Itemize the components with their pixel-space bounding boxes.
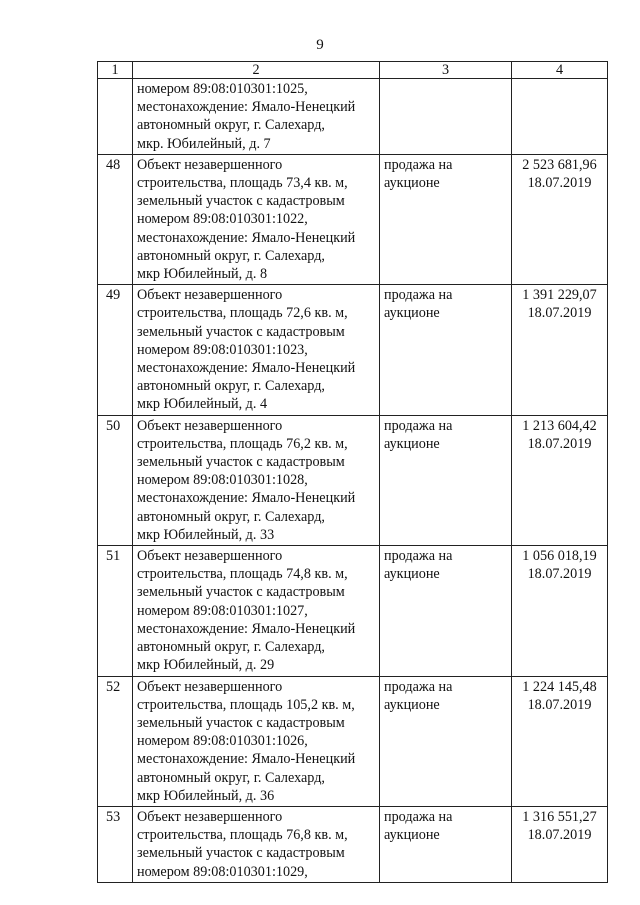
object-description-line: земельный участок с кадастровым xyxy=(137,584,345,601)
object-description-line: строительства, площадь 74,8 кв. м, xyxy=(137,566,348,583)
object-description xyxy=(133,154,380,284)
object-description-line: номером 89:08:010301:1026, xyxy=(137,733,308,750)
object-description-line: земельный участок с кадастровым xyxy=(137,845,345,862)
object-description-line: мкр Юбилейный, д. 36 xyxy=(137,787,275,804)
sale-method-line: продажа на xyxy=(384,156,453,173)
object-description-line: номером 89:08:010301:1027, xyxy=(137,602,308,619)
price-and-date xyxy=(512,154,608,284)
object-description-line: Объект незавершенного xyxy=(137,548,283,565)
row-number xyxy=(98,79,133,155)
table-row xyxy=(98,676,608,806)
object-description xyxy=(133,546,380,676)
object-description-line: местонахождение: Ямало-Ненецкий xyxy=(137,360,356,377)
object-description-line: строительства, площадь 72,6 кв. м, xyxy=(137,305,348,322)
sale-method xyxy=(380,79,512,155)
row-number: 53 xyxy=(98,806,133,882)
object-description-line: Объект незавершенного xyxy=(137,678,283,695)
sale-method xyxy=(380,415,512,545)
sale-method xyxy=(380,806,512,882)
sale-method-line: аукционе xyxy=(384,696,440,713)
sale-method-line: аукционе xyxy=(384,566,440,583)
price-and-date xyxy=(512,546,608,676)
object-description-line: земельный участок с кадастровым xyxy=(137,714,345,731)
object-description-line: земельный участок с кадастровым xyxy=(137,454,345,471)
price-and-date xyxy=(512,415,608,545)
table-row xyxy=(98,285,608,415)
object-description-line: мкр Юбилейный, д. 4 xyxy=(137,396,268,413)
table-body xyxy=(98,62,608,883)
object-description-line: земельный участок с кадастровым xyxy=(137,323,345,340)
price-and-date-line: 18.07.2019 xyxy=(527,566,592,583)
row-number: 48 xyxy=(98,154,133,284)
object-description-line: мкр Юбилейный, д. 29 xyxy=(137,657,275,674)
sale-method-line: аукционе xyxy=(384,175,440,192)
object-description-line: местонахождение: Ямало-Ненецкий xyxy=(137,99,356,116)
column-header-2: 2 xyxy=(133,62,380,79)
property-table xyxy=(97,61,608,883)
price-and-date-line: 1 213 604,42 xyxy=(522,417,597,434)
object-description-line: строительства, площадь 73,4 кв. м, xyxy=(137,175,348,192)
object-description-line: местонахождение: Ямало-Ненецкий xyxy=(137,229,356,246)
object-description-line: мкр Юбилейный, д. 33 xyxy=(137,526,275,543)
object-description xyxy=(133,806,380,882)
object-description-line: строительства, площадь 105,2 кв. м, xyxy=(137,696,355,713)
object-description-line: местонахождение: Ямало-Ненецкий xyxy=(137,490,356,507)
sale-method xyxy=(380,546,512,676)
price-and-date-line: 18.07.2019 xyxy=(527,827,592,844)
sale-method-line: продажа на xyxy=(384,808,453,825)
object-description-line: местонахождение: Ямало-Ненецкий xyxy=(137,751,356,768)
object-description-line: номером 89:08:010301:1022, xyxy=(137,211,308,228)
price-and-date-line: 18.07.2019 xyxy=(527,435,592,452)
price-and-date-line: 1 224 145,48 xyxy=(522,678,597,695)
object-description-line: местонахождение: Ямало-Ненецкий xyxy=(137,620,356,637)
price-and-date-line: 18.07.2019 xyxy=(527,175,592,192)
price-and-date xyxy=(512,806,608,882)
object-description-line: Объект незавершенного xyxy=(137,808,283,825)
sale-method xyxy=(380,676,512,806)
object-description xyxy=(133,676,380,806)
price-and-date-line: 18.07.2019 xyxy=(527,696,592,713)
column-header-1: 1 xyxy=(98,62,133,79)
page-number: 9 xyxy=(316,37,324,53)
sale-method-line: аукционе xyxy=(384,435,440,452)
price-and-date-line: 18.07.2019 xyxy=(527,305,592,322)
row-number: 50 xyxy=(98,415,133,545)
object-description-line: Объект незавершенного xyxy=(137,417,283,434)
object-description-line: Объект незавершенного xyxy=(137,156,283,173)
sale-method xyxy=(380,285,512,415)
object-description xyxy=(133,415,380,545)
table-header-row xyxy=(98,62,608,79)
object-description-line: номером 89:08:010301:1023, xyxy=(137,341,308,358)
row-number: 52 xyxy=(98,676,133,806)
object-description-line: мкр. Юбилейный, д. 7 xyxy=(137,135,271,152)
object-description-line: автономный округ, г. Салехард, xyxy=(137,117,325,134)
object-description-line: земельный участок с кадастровым xyxy=(137,193,345,210)
sale-method-line: аукционе xyxy=(384,305,440,322)
table-row xyxy=(98,154,608,284)
table-row xyxy=(98,79,608,155)
sale-method xyxy=(380,154,512,284)
sale-method-line: продажа на xyxy=(384,678,453,695)
sale-method-line: продажа на xyxy=(384,548,453,565)
price-and-date xyxy=(512,676,608,806)
object-description xyxy=(133,79,380,155)
table-row xyxy=(98,546,608,676)
object-description-line: номером 89:08:010301:1028, xyxy=(137,472,308,489)
table-row xyxy=(98,415,608,545)
price-and-date-line: 2 523 681,96 xyxy=(522,156,597,173)
object-description-line: номером 89:08:010301:1025, xyxy=(137,81,308,97)
price-and-date xyxy=(512,79,608,155)
price-and-date-line: 1 056 018,19 xyxy=(522,548,597,565)
sale-method-line: продажа на xyxy=(384,287,453,304)
column-header-3: 3 xyxy=(380,62,512,79)
sale-method-line: продажа на xyxy=(384,417,453,434)
object-description-line: строительства, площадь 76,2 кв. м, xyxy=(137,435,348,452)
row-number: 49 xyxy=(98,285,133,415)
object-description-line: автономный округ, г. Салехард, xyxy=(137,247,325,264)
object-description-line: автономный округ, г. Салехард, xyxy=(137,508,325,525)
object-description-line: автономный округ, г. Салехард, xyxy=(137,378,325,395)
object-description xyxy=(133,285,380,415)
object-description-line: мкр Юбилейный, д. 8 xyxy=(137,266,268,283)
object-description-line: автономный округ, г. Салехард, xyxy=(137,639,325,656)
column-header-4: 4 xyxy=(512,62,608,79)
object-description-line: Объект незавершенного xyxy=(137,287,283,304)
object-description-line: номером 89:08:010301:1029, xyxy=(137,863,308,880)
object-description-line: строительства, площадь 76,8 кв. м, xyxy=(137,827,348,844)
object-description-line: автономный округ, г. Салехард, xyxy=(137,769,325,786)
table-row xyxy=(98,806,608,882)
price-and-date xyxy=(512,285,608,415)
price-and-date-line: 1 316 551,27 xyxy=(522,808,597,825)
sale-method-line: аукционе xyxy=(384,827,440,844)
row-number: 51 xyxy=(98,546,133,676)
price-and-date-line: 1 391 229,07 xyxy=(522,287,597,304)
